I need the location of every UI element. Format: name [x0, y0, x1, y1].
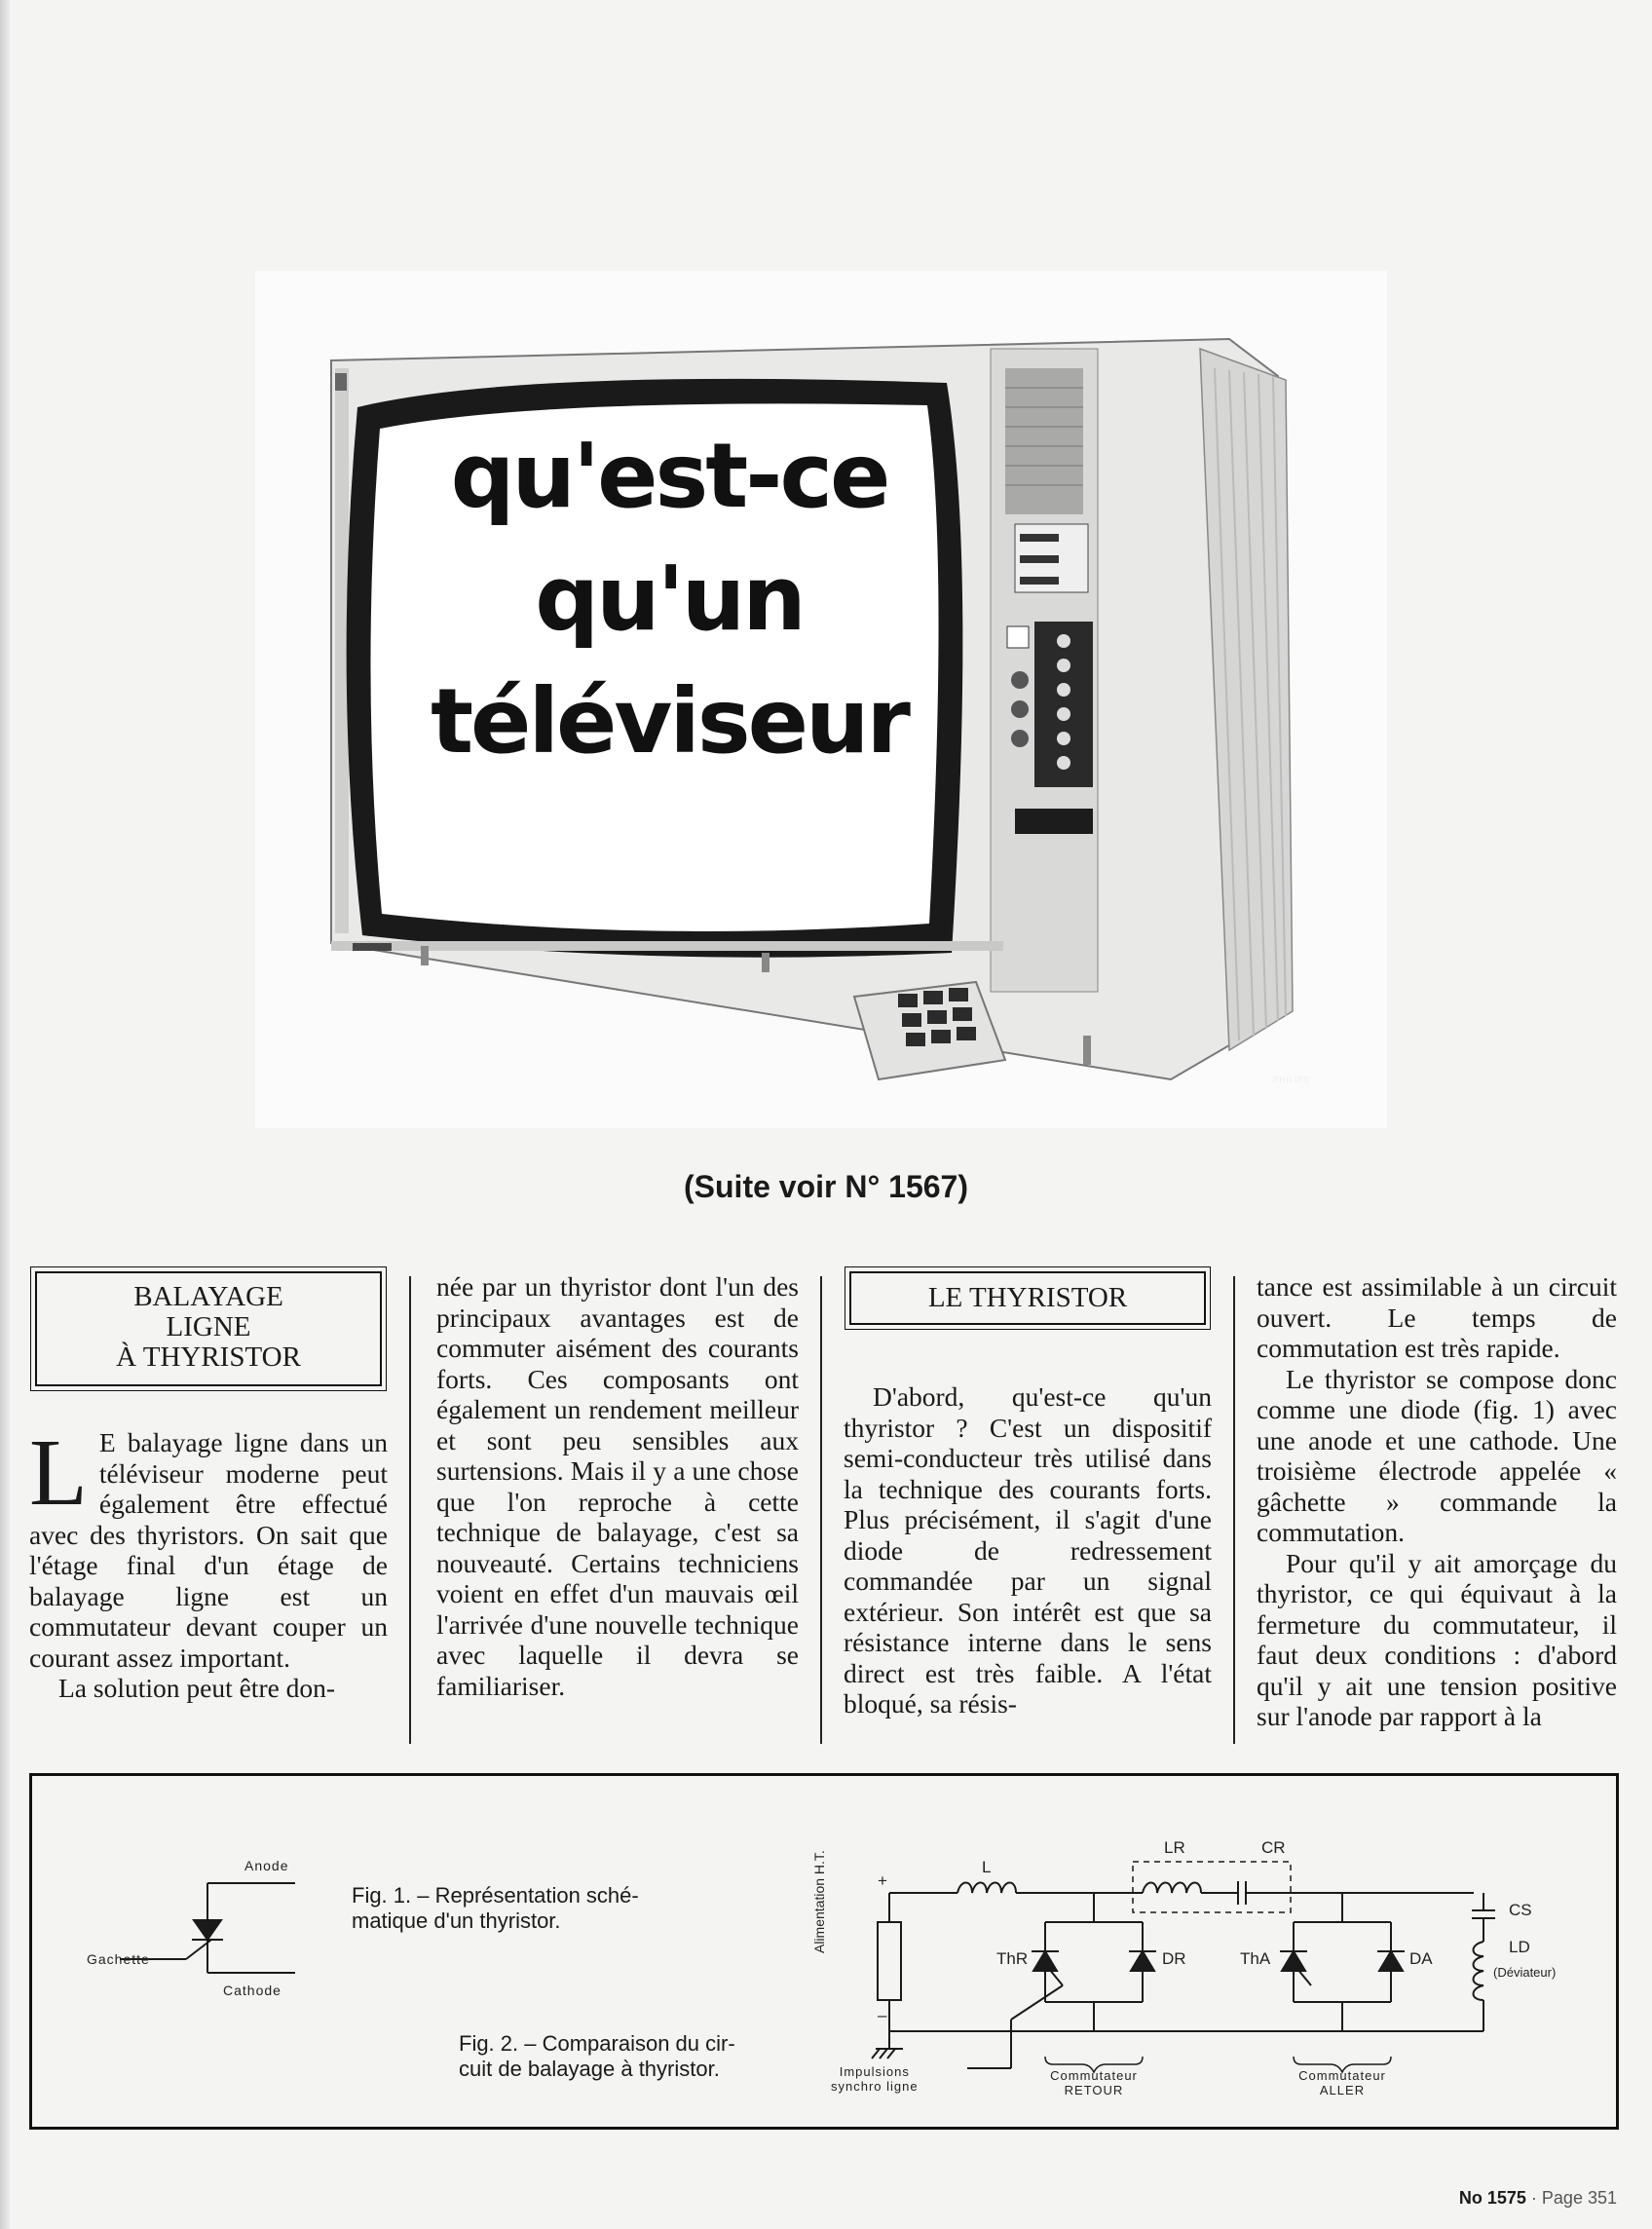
- paragraph: Pour qu'il y ait amorçage du thyristor, ce qui équivaut à la fermeture du commutateur, il faut deux conditions : d'abord qu'il y ait une tension positive sur l'anode par rapport à la: [1257, 1547, 1617, 1731]
- page-folio: [1459, 2188, 1617, 2209]
- headline-line-1: qu'est-ce: [450, 424, 888, 528]
- fig2-LD-label: LD: [1509, 1938, 1530, 1956]
- fig2-ThA-label: ThA: [1240, 1949, 1271, 1968]
- fig2-DR-label: DR: [1162, 1949, 1186, 1968]
- fig2-caption-line-1: Fig. 2. – Comparaison du cir-: [459, 2031, 735, 2056]
- fig1-anode-label: Anode: [244, 1858, 289, 1873]
- paragraph: La solution peut être don-: [58, 1673, 336, 1703]
- fig2-CS-label: CS: [1509, 1901, 1532, 1919]
- section-title-line-3: À THYRISTOR: [116, 1341, 301, 1373]
- headline-line-2: qu'un: [535, 547, 804, 651]
- figures-frame: [29, 1773, 1619, 2130]
- headline-line-3: téléviseur: [431, 669, 908, 774]
- fig2-caption: [459, 2031, 735, 2082]
- fig1-caption: [352, 1883, 639, 1934]
- column-4: [1257, 1271, 1617, 1732]
- column-3: [844, 1271, 1212, 1719]
- fig2-retour-line-1: Commutateur: [1050, 2068, 1138, 2083]
- paragraph: E balayage ligne dans un téléviseur moderne peut également être effectué avec des thyristors. On sait que l'étage final d'un étage de balayage ligne est un commutateur devant couper un courant assez important.: [29, 1427, 388, 1673]
- fig2-aller-line-1: Commutateur: [1298, 2068, 1386, 2083]
- headline: [406, 415, 932, 783]
- paragraph: née par un thyristor dont l'un des principaux avantages est de commuter aisément des courants forts. Ces composants ont également un rendement meilleur et sont peu sensibles aux surtensions. Mais il y a une chose que l'on reproche à cette technique de balayage, c'est sa nouveauté. Certains techniciens voient en effet d'un mauvais œil l'arrivée d'une nouvelle technique avec laquelle il devra se familiariser.: [436, 1271, 799, 1701]
- fig1-gate-label: Gachette: [87, 1951, 150, 1967]
- section-box-thyristor: LE THYRISTOR: [849, 1271, 1206, 1325]
- brand-label: PHILIPS: [1273, 1076, 1310, 1084]
- column-rule: [820, 1276, 822, 1744]
- section-title-line-1: BALAYAGE: [133, 1281, 283, 1312]
- page-edge-shadow: [0, 0, 10, 2229]
- paragraph: D'abord, qu'est-ce qu'un thyristor ? C'est un dispositif semi-conducteur très utilisé dans la technique des courants forts. Plus précisément, il s'agit d'une diode de redressement commandée par un signal extérieur. Son intérêt est que sa résistance interne dans le sens direct est très faible. A l'état bloqué, sa résis-: [844, 1381, 1212, 1719]
- fig2-supply-label: Alimentation H.T.: [811, 1850, 827, 1953]
- page-number: · Page 351: [1530, 2188, 1617, 2208]
- section-title-line-2: LIGNE: [166, 1311, 251, 1342]
- column-2: [436, 1271, 799, 1701]
- drop-cap: L: [29, 1420, 88, 1526]
- fig2-aller-label: [1294, 2068, 1391, 2097]
- fig1-caption-line-1: Fig. 1. – Représentation sché-: [352, 1883, 639, 1908]
- fig2-caption-line-2: cuit de balayage à thyristor.: [459, 2057, 720, 2081]
- paragraph: tance est assimilable à un circuit ouvert. Le temps de commutation est très rapide.: [1257, 1271, 1617, 1363]
- television-photo: [255, 271, 1387, 1128]
- fig2-L-label: L: [982, 1858, 992, 1876]
- column-1: [29, 1271, 388, 1704]
- continuation-note: (Suite voir N° 1567): [684, 1169, 968, 1204]
- issue-number: No 1575: [1458, 2188, 1526, 2208]
- fig1-cathode-label: Cathode: [223, 1983, 282, 1998]
- fig2-retour-label: [1045, 2068, 1143, 2097]
- fig2-ThR-label: ThR: [996, 1949, 1029, 1968]
- fig2-minus-sign: –: [878, 2006, 887, 2024]
- fig2-DA-label: DA: [1409, 1949, 1433, 1968]
- column-rule: [409, 1276, 411, 1744]
- fig2-retour-line-2: RETOUR: [1064, 2083, 1124, 2097]
- fig2-impulses-line-1: Impulsions: [839, 2064, 910, 2079]
- fig2-impulses-label: [831, 2064, 919, 2094]
- fig2-aller-line-2: ALLER: [1319, 2083, 1366, 2097]
- section-box-balayage: [35, 1271, 382, 1386]
- fig2-CR-label: CR: [1261, 1838, 1286, 1857]
- fig2-LR-label: LR: [1164, 1838, 1185, 1857]
- fig2-impulses-line-2: synchro ligne: [831, 2079, 919, 2094]
- fig1-caption-line-2: matique d'un thyristor.: [352, 1908, 561, 1933]
- fig2-plus-sign: +: [878, 1871, 887, 1890]
- column-rule: [1233, 1276, 1235, 1744]
- paragraph: Le thyristor se compose donc comme une diode (fig. 1) avec une anode et une cathode. Une troisième électrode appelée « gâchette » commande la commutation.: [1257, 1363, 1617, 1547]
- fig2-deviator-label: (Déviateur): [1493, 1965, 1557, 1980]
